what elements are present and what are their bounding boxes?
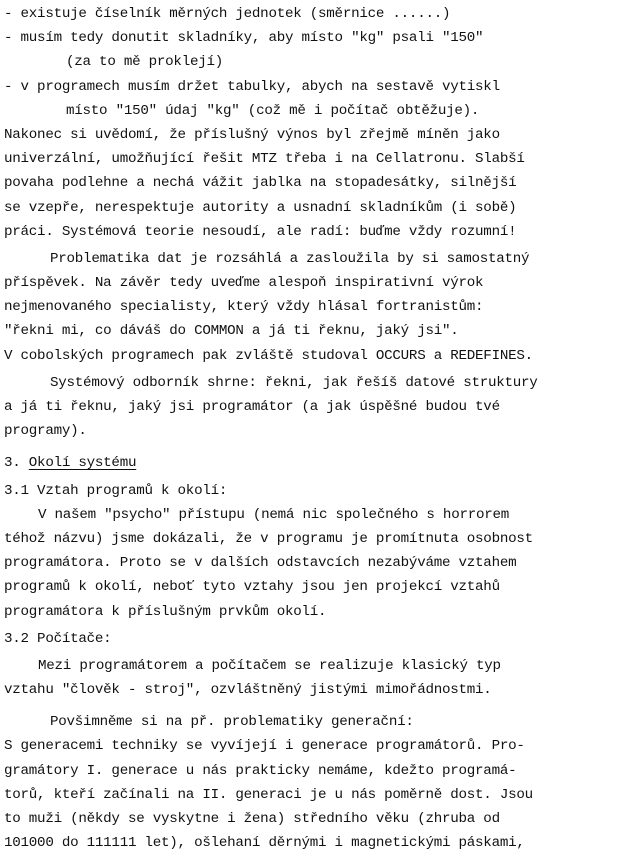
text-line: práci. Systémová teorie nesoudí, ale radí: buďme vždy rozumní! bbox=[4, 223, 517, 240]
paragraph-data-problem bbox=[4, 247, 614, 368]
text-line: programátora k příslušným prvkům okolí. bbox=[4, 603, 327, 620]
paragraph-programs-environment bbox=[4, 503, 614, 624]
paragraph-generations bbox=[4, 710, 614, 855]
section-number: 3. bbox=[4, 455, 29, 472]
paragraph-conclusion bbox=[4, 123, 614, 244]
bullet-item: - v programech musím držet tabulky, abych na sestavě vytiskl bbox=[4, 78, 500, 95]
text-line: 101000 do 111111 let), ošlehaní děrnými i magnetickými páskami, bbox=[4, 835, 525, 852]
subsection-heading: 3.1 Vztah programů k okolí: bbox=[4, 482, 228, 499]
bullet-list bbox=[4, 2, 614, 123]
text-line: Mezi programátorem a počítačem se realizuje klasický typ bbox=[38, 657, 501, 674]
text-line: nejmenovaného specialisty, který vždy hlásal fortranistům: bbox=[4, 299, 484, 316]
text-line: programy). bbox=[4, 423, 87, 440]
text-line: gramátory I. generace u nás prakticky nemáme, kdežto programá- bbox=[4, 762, 517, 779]
text-line: Povšimněme si na př. problematiky generační: bbox=[50, 714, 414, 731]
text-line: to muži (někdy se vyskytne i žena) středního věku (zhruba od bbox=[4, 811, 500, 827]
text-line: vztahu "člověk - stroj", ozvláštněný jistými mimořádnostmi. bbox=[4, 682, 492, 699]
text-line: S generacemi techniky se vyvíjejí i generace programátorů. Pro- bbox=[4, 738, 525, 755]
text-line: téhož názvu) jsme dokázali, že v programu je promítnuta osobnost bbox=[4, 530, 533, 547]
text-line: Problematika dat je rozsáhlá a zasloužila by si samostatný bbox=[50, 250, 530, 267]
text-line: "řekni mi, co dáváš do COMMON a já ti řeknu, jaký jsi". bbox=[4, 323, 459, 340]
text-line: V našem "psycho" přístupu (nemá nic společného s horrorem bbox=[38, 506, 510, 523]
bullet-item: - existuje číselník měrných jednotek (směrnice ......) bbox=[4, 6, 451, 22]
paragraph-human-machine bbox=[4, 654, 614, 702]
text-line: V cobolských programech pak zvláště studoval OCCURS a REDEFINES. bbox=[4, 347, 533, 364]
text-line: Nakonec si uvědomí, že příslušný výnos byl zřejmě míněn jako bbox=[4, 126, 500, 143]
section-title: Okolí systému bbox=[28, 455, 137, 472]
text-line: programů k okolí, neboť tyto vztahy jsou jen projekcí vztahů bbox=[4, 579, 500, 596]
paragraph-summary bbox=[4, 371, 614, 444]
text-line: univerzální, umožňující řešit MTZ třeba i na Cellatronu. Slabší bbox=[4, 151, 525, 168]
text-line: povaha podlehne a nechá vážit jablka na stopadesátky, silnější bbox=[4, 175, 517, 192]
text-line: Systémový odborník shrne: řekni, jak řešíš datové struktury bbox=[50, 374, 538, 391]
text-line: se vzepře, nerespektuje autority a usnadní skladníkům (i sobě) bbox=[4, 199, 517, 216]
bullet-item: - musím tedy donutit skladníky, aby místo "kg" psali "150" bbox=[4, 30, 484, 47]
text-line: a já ti řeknu, jaký jsi programátor (a jak úspěšné budou tvé bbox=[4, 399, 500, 415]
section-heading-3 bbox=[4, 451, 614, 475]
text-line: příspěvek. Na závěr tedy uveďme alespoň inspirativní výrok bbox=[4, 275, 484, 292]
bullet-item-continuation: (za to mě proklejí) bbox=[66, 54, 224, 71]
text-line: torů, kteří začínali na II. generaci je u nás poměrně dost. Jsou bbox=[4, 786, 533, 803]
bullet-item-continuation: místo "150" údaj "kg" (což mě i počítač obtěžuje). bbox=[66, 102, 480, 119]
text-line: programátora. Proto se v dalších odstavcích nezabýváme vztahem bbox=[4, 555, 517, 572]
subsection-heading: 3.2 Počítače: bbox=[4, 630, 112, 647]
